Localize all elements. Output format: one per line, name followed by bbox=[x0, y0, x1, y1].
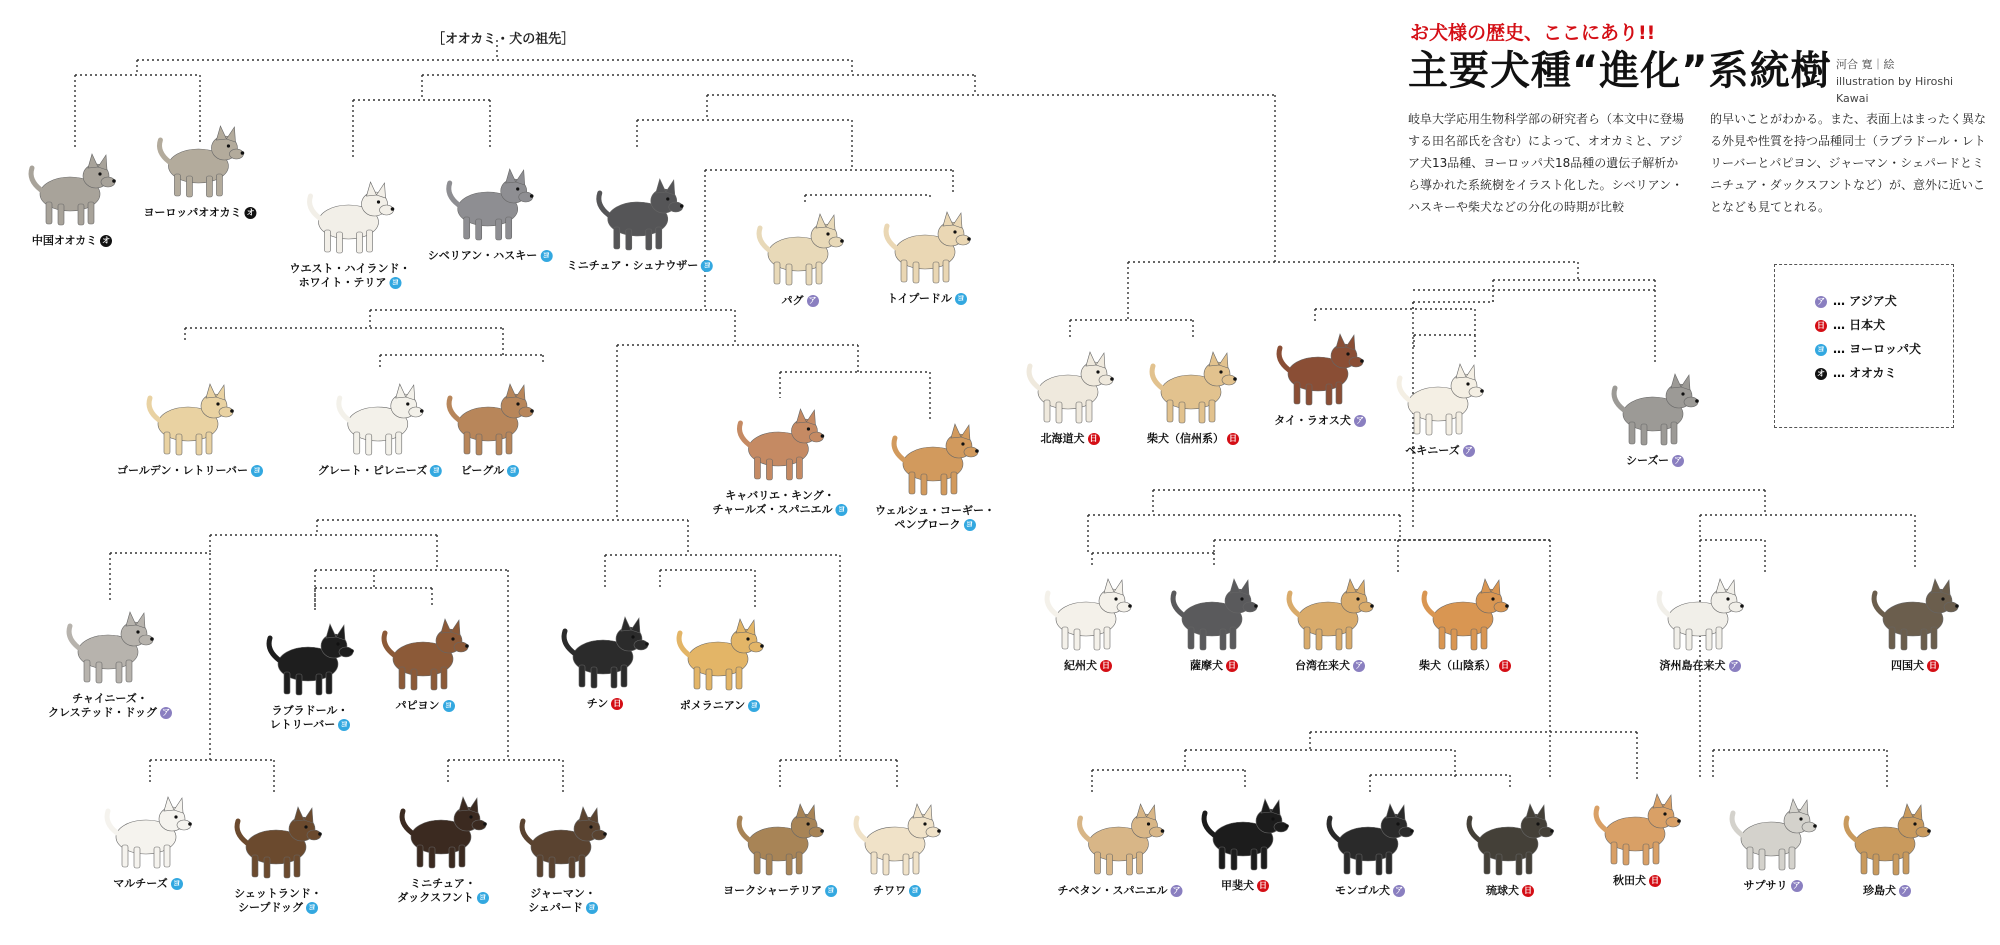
shih-tzu-dog-illustration bbox=[1605, 360, 1705, 452]
taiwan-dog-illustration bbox=[1280, 565, 1380, 657]
breed-name: ラブラドール・ bbox=[271, 704, 349, 717]
dog-label bbox=[1863, 884, 1911, 898]
legend-label: … アジア犬 bbox=[1833, 294, 1897, 308]
dog-node-kishu bbox=[1038, 565, 1138, 673]
dog-node-sapsali bbox=[1723, 785, 1823, 893]
origin-badge-icon: ア bbox=[1355, 416, 1364, 425]
dog-node-kai bbox=[1195, 785, 1295, 893]
jindo-dog-illustration bbox=[1837, 790, 1937, 882]
dog-label bbox=[1660, 659, 1741, 673]
origin-badge-icon: ヨ bbox=[509, 466, 518, 475]
dog-node-papillon bbox=[375, 605, 475, 713]
legend bbox=[1774, 264, 1954, 428]
breed-name: モンゴル犬 bbox=[1335, 884, 1390, 897]
siberian-husky-dog-illustration bbox=[440, 155, 540, 247]
dog-node-mini-schnauzer bbox=[567, 165, 713, 273]
shiba-sanin-dog-illustration bbox=[1415, 565, 1515, 657]
dog-node-mini-dachshund bbox=[393, 783, 493, 905]
legend-row-europe bbox=[1815, 337, 1953, 361]
mini-schnauzer-dog-illustration bbox=[590, 165, 690, 257]
breed-name: 中国オオカミ bbox=[31, 234, 98, 247]
shikoku-dog-illustration bbox=[1865, 565, 1965, 657]
yorkshire-dog-illustration bbox=[730, 790, 830, 882]
breed-name: パグ bbox=[781, 294, 804, 307]
thai-laos-dog-illustration bbox=[1270, 320, 1370, 412]
origin-badge-icon: ヨ bbox=[432, 466, 441, 475]
breed-name: クレステッド・ドッグ bbox=[47, 706, 158, 719]
dog-label bbox=[113, 877, 182, 891]
breed-name: シェットランド・ bbox=[234, 887, 322, 900]
origin-badge-icon: ヨ bbox=[965, 520, 974, 529]
dog-label bbox=[887, 292, 967, 306]
description-col-2: 的早いことがわかる。また、表面上はまったく異なる外見や性質を持つ品種同士（ラブラドール・レトリーバーとパピヨン、ジャーマン・シェパードとミニチュア・ダックスフントなど）が、意外に近いことなども見てとれる。 bbox=[1710, 112, 1987, 214]
breed-name: レトリーバー bbox=[269, 718, 336, 731]
description-col-1: 岐阜大学応用生物科学部の研究者ら（本文中に登場する田名部氏を含む）によって、オオカミと、アジア犬13品種、ヨーロッパ犬18品種の遺伝子解析から導かれた系統樹をイラスト化した。シベリアン・ハスキーや柴犬などの分化の時期が比較 bbox=[1408, 112, 1685, 214]
legend-label: … 日本犬 bbox=[1833, 318, 1886, 332]
breed-name: 琉球犬 bbox=[1486, 884, 1519, 897]
dog-label bbox=[143, 206, 256, 220]
origin-badge-icon: ア bbox=[1792, 881, 1801, 890]
origin-badge-icon: ヨ bbox=[444, 701, 453, 710]
dog-node-thai-laos bbox=[1270, 320, 1370, 428]
dog-node-jeju bbox=[1650, 565, 1750, 673]
breed-name: シーズー bbox=[1626, 454, 1669, 467]
dog-label bbox=[234, 887, 322, 915]
beagle-dog-illustration bbox=[440, 370, 540, 462]
maltese-dog-illustration bbox=[98, 783, 198, 875]
chin-dog-illustration bbox=[555, 603, 655, 695]
origin-badge-icon: 日 bbox=[1089, 434, 1098, 443]
hokkaido-dog-illustration bbox=[1020, 338, 1120, 430]
breed-name: ウェルシュ・コーギー・ bbox=[874, 504, 996, 517]
dog-node-cavalier bbox=[712, 395, 847, 517]
origin-badge-icon: ア bbox=[1395, 886, 1403, 895]
origin-badge-icon: ヨ bbox=[542, 251, 551, 260]
origin-badge-icon: ヨ bbox=[340, 720, 349, 729]
breed-name: ビーグル bbox=[460, 464, 505, 477]
tibetan-spaniel-dog-illustration bbox=[1070, 790, 1170, 882]
european-wolf-dog-illustration bbox=[150, 112, 250, 204]
dog-node-great-pyrenees bbox=[318, 370, 442, 478]
breed-name: 柴犬（信州系） bbox=[1147, 432, 1224, 445]
origin-badge-icon: 日 bbox=[1524, 886, 1532, 895]
dog-node-satsuma bbox=[1164, 565, 1264, 673]
dog-node-west-highland bbox=[290, 168, 411, 290]
dog-label bbox=[782, 294, 819, 308]
dog-node-yorkshire bbox=[723, 790, 837, 898]
origin-badge-icon: ヨ bbox=[308, 903, 316, 912]
breed-name: ダックスフント bbox=[397, 891, 474, 904]
dog-label bbox=[567, 259, 713, 273]
dog-node-maltese bbox=[98, 783, 198, 891]
dog-node-siberian-husky bbox=[428, 155, 553, 263]
dog-label bbox=[1221, 879, 1269, 893]
dog-label bbox=[48, 692, 172, 720]
dog-node-beagle bbox=[440, 370, 540, 478]
origin-badge-icon: ヨ bbox=[703, 261, 712, 270]
dog-node-sheltie bbox=[228, 793, 328, 915]
breed-name: ヨークシャーテリア bbox=[723, 884, 822, 897]
breed-name: 珍島犬 bbox=[1863, 884, 1896, 897]
dog-node-european-wolf bbox=[143, 112, 256, 220]
origin-badge-icon: ヨ bbox=[826, 886, 835, 895]
origin-badge-icon: ヨ bbox=[750, 701, 759, 710]
header bbox=[1408, 18, 1988, 105]
breed-name: タイ・ラオス犬 bbox=[1274, 414, 1351, 427]
dog-label bbox=[270, 704, 350, 732]
breed-name: シベリアン・ハスキー bbox=[427, 249, 538, 262]
breed-name: チャールズ・スパニエル bbox=[712, 503, 833, 516]
dog-node-shiba-shinshu bbox=[1143, 338, 1243, 446]
ryukyu-dog-illustration bbox=[1460, 790, 1560, 882]
legend-row-japan bbox=[1815, 313, 1953, 337]
sheltie-dog-illustration bbox=[228, 793, 328, 885]
dog-node-chin bbox=[555, 603, 655, 711]
dog-node-chinese-crested bbox=[48, 598, 172, 720]
breed-name: パピヨン bbox=[395, 699, 440, 712]
header-subtitle: お犬様の歴史、ここにあり!! bbox=[1410, 22, 1656, 44]
origin-badge-icon: 日 bbox=[1259, 881, 1267, 890]
origin-badge-icon: ヨ bbox=[391, 278, 400, 287]
dog-label bbox=[1891, 659, 1939, 673]
dog-label bbox=[397, 877, 488, 905]
kishu-dog-illustration bbox=[1038, 565, 1138, 657]
origin-badge-icon: 日 bbox=[1229, 434, 1237, 443]
legend-row-wolf bbox=[1815, 361, 1953, 385]
dog-label bbox=[712, 489, 847, 517]
breed-name: シープドッグ bbox=[237, 901, 303, 914]
kai-dog-illustration bbox=[1195, 785, 1295, 877]
dog-label bbox=[396, 699, 455, 713]
cavalier-dog-illustration bbox=[730, 395, 830, 487]
dog-node-golden-retriever bbox=[117, 370, 263, 478]
breed-name: チベタン・スパニエル bbox=[1057, 884, 1168, 897]
breed-name: シェパード bbox=[528, 901, 583, 914]
dog-node-pomeranian bbox=[670, 605, 770, 713]
west-highland-dog-illustration bbox=[300, 168, 400, 260]
dog-label bbox=[1190, 659, 1238, 673]
dog-node-pug bbox=[750, 200, 850, 308]
dog-label bbox=[680, 699, 761, 713]
dog-label bbox=[723, 884, 837, 898]
sapsali-dog-illustration bbox=[1723, 785, 1823, 877]
dog-label bbox=[1274, 414, 1366, 428]
origin-badge-icon: ヨ bbox=[956, 294, 965, 303]
dog-label bbox=[1419, 659, 1511, 673]
page-title: 主要犬種“進化”系統樹 bbox=[1408, 48, 1832, 94]
breed-name: 甲斐犬 bbox=[1221, 879, 1254, 892]
dog-label bbox=[1626, 454, 1684, 468]
dog-node-chihuahua bbox=[847, 790, 947, 898]
breed-name: ミニチュア・ bbox=[410, 877, 476, 890]
origin-badge-icon: 日 bbox=[1501, 661, 1509, 670]
dog-node-shikoku bbox=[1865, 565, 1965, 673]
breed-name: キャバリエ・キング・ bbox=[725, 489, 835, 502]
breed-name: チャイニーズ・ bbox=[72, 692, 148, 705]
great-pyrenees-dog-illustration bbox=[330, 370, 430, 462]
europe-badge-icon: ヨ bbox=[1817, 344, 1825, 354]
dog-label bbox=[1058, 884, 1183, 898]
dog-node-hokkaido bbox=[1020, 338, 1120, 446]
akita-dog-illustration bbox=[1587, 780, 1687, 872]
dog-label bbox=[1335, 884, 1405, 898]
dog-node-akita bbox=[1587, 780, 1687, 888]
dog-node-shiba-sanin bbox=[1415, 565, 1515, 673]
dog-label bbox=[428, 249, 553, 263]
breed-name: サプサリ bbox=[1743, 879, 1788, 892]
dog-node-taiwan bbox=[1280, 565, 1380, 673]
shiba-shinshu-dog-illustration bbox=[1143, 338, 1243, 430]
dog-node-ryukyu bbox=[1460, 790, 1560, 898]
origin-badge-icon: ヨ bbox=[172, 879, 181, 888]
origin-badge-icon: 日 bbox=[613, 699, 622, 708]
breed-name: 秋田犬 bbox=[1613, 874, 1646, 887]
origin-badge-icon: 日 bbox=[1929, 661, 1937, 670]
dog-label bbox=[117, 464, 263, 478]
origin-badge-icon: 日 bbox=[1651, 876, 1659, 885]
breed-name: ジャーマン・ bbox=[530, 887, 596, 900]
origin-badge-icon: ヨ bbox=[253, 466, 262, 475]
mini-dachshund-dog-illustration bbox=[393, 783, 493, 875]
dog-label bbox=[875, 504, 995, 532]
credit-en: illustration by Hiroshi Kawai bbox=[1836, 75, 1954, 105]
origin-badge-icon: ヨ bbox=[837, 505, 846, 514]
legend-row-asia bbox=[1815, 289, 1953, 313]
breed-name: トイプードル bbox=[887, 292, 952, 305]
dog-label bbox=[1744, 879, 1803, 893]
description bbox=[1408, 108, 1988, 218]
chinese-wolf-dog-illustration bbox=[22, 140, 122, 232]
dog-node-shih-tzu bbox=[1605, 360, 1705, 468]
origin-badge-icon: ア bbox=[1730, 661, 1739, 670]
legend-label: … オオカミ bbox=[1833, 366, 1897, 380]
dog-label bbox=[1147, 432, 1239, 446]
dog-label bbox=[1613, 874, 1661, 888]
asia-badge-icon: ア bbox=[1817, 296, 1825, 306]
dog-label bbox=[587, 697, 623, 711]
dog-node-jindo bbox=[1837, 790, 1937, 898]
breed-name: ゴールデン・レトリーバー bbox=[116, 464, 249, 477]
origin-badge-icon: ヨ bbox=[911, 886, 919, 895]
satsuma-dog-illustration bbox=[1164, 565, 1264, 657]
breed-name: 台湾在来犬 bbox=[1295, 659, 1350, 672]
origin-badge-icon: ヨ bbox=[478, 893, 487, 902]
toy-poodle-dog-illustration bbox=[877, 198, 977, 290]
breed-name: ポメラニアン bbox=[679, 699, 746, 712]
origin-badge-icon: ア bbox=[162, 708, 171, 717]
credit-jp: 河合 寛｜絵 bbox=[1836, 58, 1895, 71]
breed-name: チン bbox=[586, 697, 609, 710]
dog-label bbox=[1064, 659, 1112, 673]
jeju-dog-illustration bbox=[1650, 565, 1750, 657]
breed-name: ペンブローク bbox=[894, 518, 961, 531]
origin-badge-icon: 日 bbox=[1228, 661, 1236, 670]
breed-name: 北海道犬 bbox=[1040, 432, 1085, 445]
breed-name: 柴犬（山陰系） bbox=[1419, 659, 1496, 672]
legend-label: … ヨーロッパ犬 bbox=[1833, 342, 1921, 356]
papillon-dog-illustration bbox=[375, 605, 475, 697]
pomeranian-dog-illustration bbox=[670, 605, 770, 697]
dog-node-german-shepherd bbox=[513, 793, 613, 915]
credit bbox=[1836, 56, 1988, 107]
origin-badge-icon: ア bbox=[1172, 886, 1181, 895]
labrador-dog-illustration bbox=[260, 610, 360, 702]
origin-badge-icon: オ bbox=[102, 236, 111, 245]
breed-name: 紀州犬 bbox=[1064, 659, 1097, 672]
origin-badge-icon: ア bbox=[1901, 886, 1909, 895]
dog-node-welsh-corgi bbox=[875, 410, 995, 532]
breed-name: マルチーズ bbox=[113, 877, 168, 890]
dog-node-mongol bbox=[1320, 790, 1420, 898]
pug-dog-illustration bbox=[750, 200, 850, 292]
dog-node-labrador bbox=[260, 610, 360, 732]
japan-badge-icon: 日 bbox=[1817, 320, 1825, 330]
origin-badge-icon: ア bbox=[1464, 446, 1473, 455]
origin-badge-icon: ヨ bbox=[587, 903, 596, 912]
dog-node-chinese-wolf bbox=[22, 140, 122, 248]
dog-label bbox=[461, 464, 519, 478]
origin-badge-icon: ア bbox=[1673, 456, 1682, 465]
chinese-crested-dog-illustration bbox=[60, 598, 160, 690]
dog-label bbox=[1295, 659, 1365, 673]
mongol-dog-illustration bbox=[1320, 790, 1420, 882]
breed-name: 薩摩犬 bbox=[1190, 659, 1223, 672]
breed-name: グレート・ピレニーズ bbox=[317, 464, 428, 477]
breed-name: ヨーロッパオオカミ bbox=[143, 206, 242, 219]
origin-badge-icon: 日 bbox=[1102, 661, 1110, 670]
dog-label bbox=[32, 234, 112, 248]
dog-node-toy-poodle bbox=[877, 198, 977, 306]
dog-label bbox=[1405, 444, 1474, 458]
pekingese-dog-illustration bbox=[1390, 350, 1490, 442]
dog-label bbox=[318, 464, 442, 478]
dog-node-tibetan-spaniel bbox=[1058, 790, 1183, 898]
breed-name: ウエスト・ハイランド・ bbox=[289, 262, 411, 275]
breed-name: ホワイト・テリア bbox=[298, 276, 387, 289]
chihuahua-dog-illustration bbox=[847, 790, 947, 882]
dog-label bbox=[528, 887, 598, 915]
origin-badge-icon: ア bbox=[808, 296, 817, 305]
dog-label bbox=[873, 884, 921, 898]
german-shepherd-dog-illustration bbox=[513, 793, 613, 885]
ancestor-label: ［オオカミ・犬の祖先］ bbox=[432, 32, 575, 47]
breed-name: ペキニーズ bbox=[1405, 444, 1460, 457]
dog-label bbox=[1486, 884, 1534, 898]
origin-badge-icon: オ bbox=[246, 208, 255, 217]
welsh-corgi-dog-illustration bbox=[885, 410, 985, 502]
origin-badge-icon: ア bbox=[1355, 661, 1363, 670]
breed-name: 済州島在来犬 bbox=[1659, 659, 1726, 672]
breed-name: ミニチュア・シュナウザー bbox=[566, 259, 699, 272]
wolf-badge-icon: オ bbox=[1817, 368, 1825, 378]
breed-name: チワワ bbox=[873, 884, 906, 897]
dog-label bbox=[290, 262, 411, 290]
golden-retriever-dog-illustration bbox=[140, 370, 240, 462]
breed-name: 四国犬 bbox=[1891, 659, 1924, 672]
dog-label bbox=[1041, 432, 1100, 446]
dog-node-pekingese bbox=[1390, 350, 1490, 458]
